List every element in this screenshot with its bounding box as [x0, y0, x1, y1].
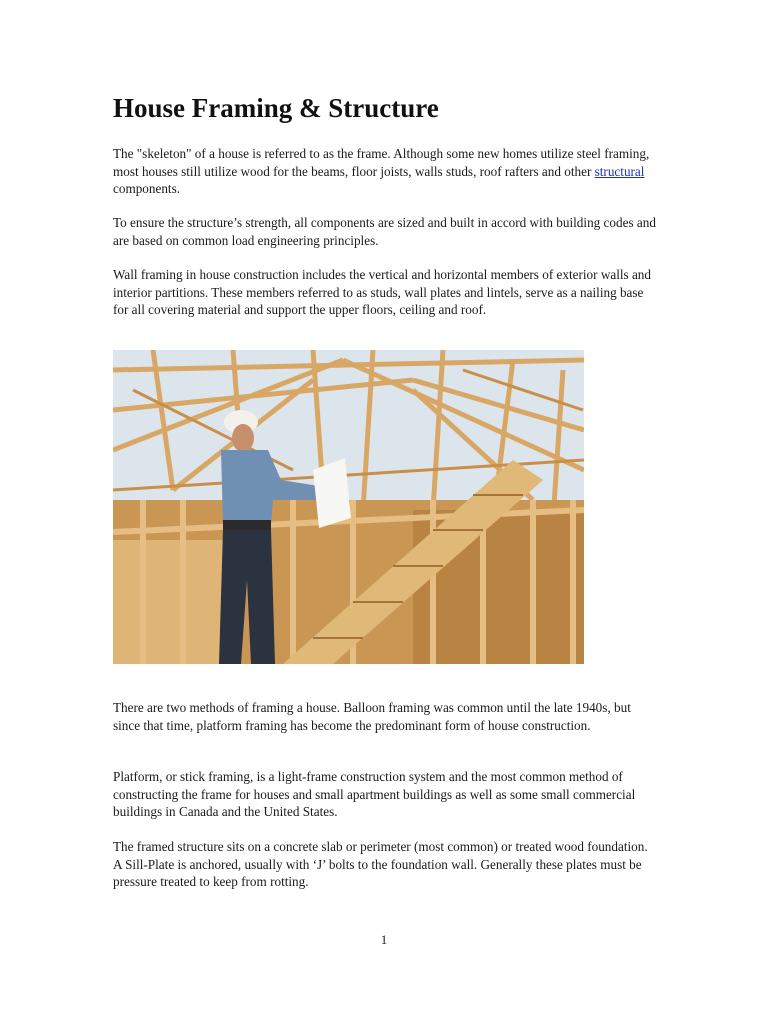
page-title: House Framing & Structure [113, 93, 439, 123]
paragraph-intro [113, 145, 658, 198]
framing-photo [113, 350, 584, 664]
paragraph-methods: There are two methods of framing a house. Balloon framing was common until the late 1940s, but since that time, platform framing has become the predominant form of house construction. [113, 700, 631, 733]
paragraph-wall-framing: Wall framing in house construction includes the vertical and horizontal members of exterior walls and interior partitions. These members referred to as studs, wall plates and lintels, serve as a nailing base for all covering material and support the upper floors, ceiling and roof. [113, 267, 651, 318]
structural-link[interactable]: structural [594, 163, 645, 179]
paragraph-intro-end: components. [113, 181, 181, 197]
paragraph-strength: To ensure the structure’s strength, all components are sized and built in accord with building codes and are based on common load engineering principles. [113, 215, 656, 248]
paragraph-platform: Platform, or stick framing, is a light-frame construction system and the most common method of constructing the frame for houses and small apartment buildings as well as some small commercial buildings in Canada and the United States. [113, 769, 636, 820]
page-number: 1 [380, 932, 388, 947]
paragraph-intro-text: The "skeleton" of a house is referred to as the frame. Although some new homes utilize steel framing, most houses still utilize wood for the beams, floor joists, walls studs, roof rafters and other [113, 146, 650, 179]
paragraph-foundation: The framed structure sits on a concrete slab or perimeter (most common) or treated wood foundation. A Sill-Plate is anchored, usually with ‘J’ bolts to the foundation wall. Generally these plates must be pressure treated to keep from rotting. [113, 839, 648, 890]
